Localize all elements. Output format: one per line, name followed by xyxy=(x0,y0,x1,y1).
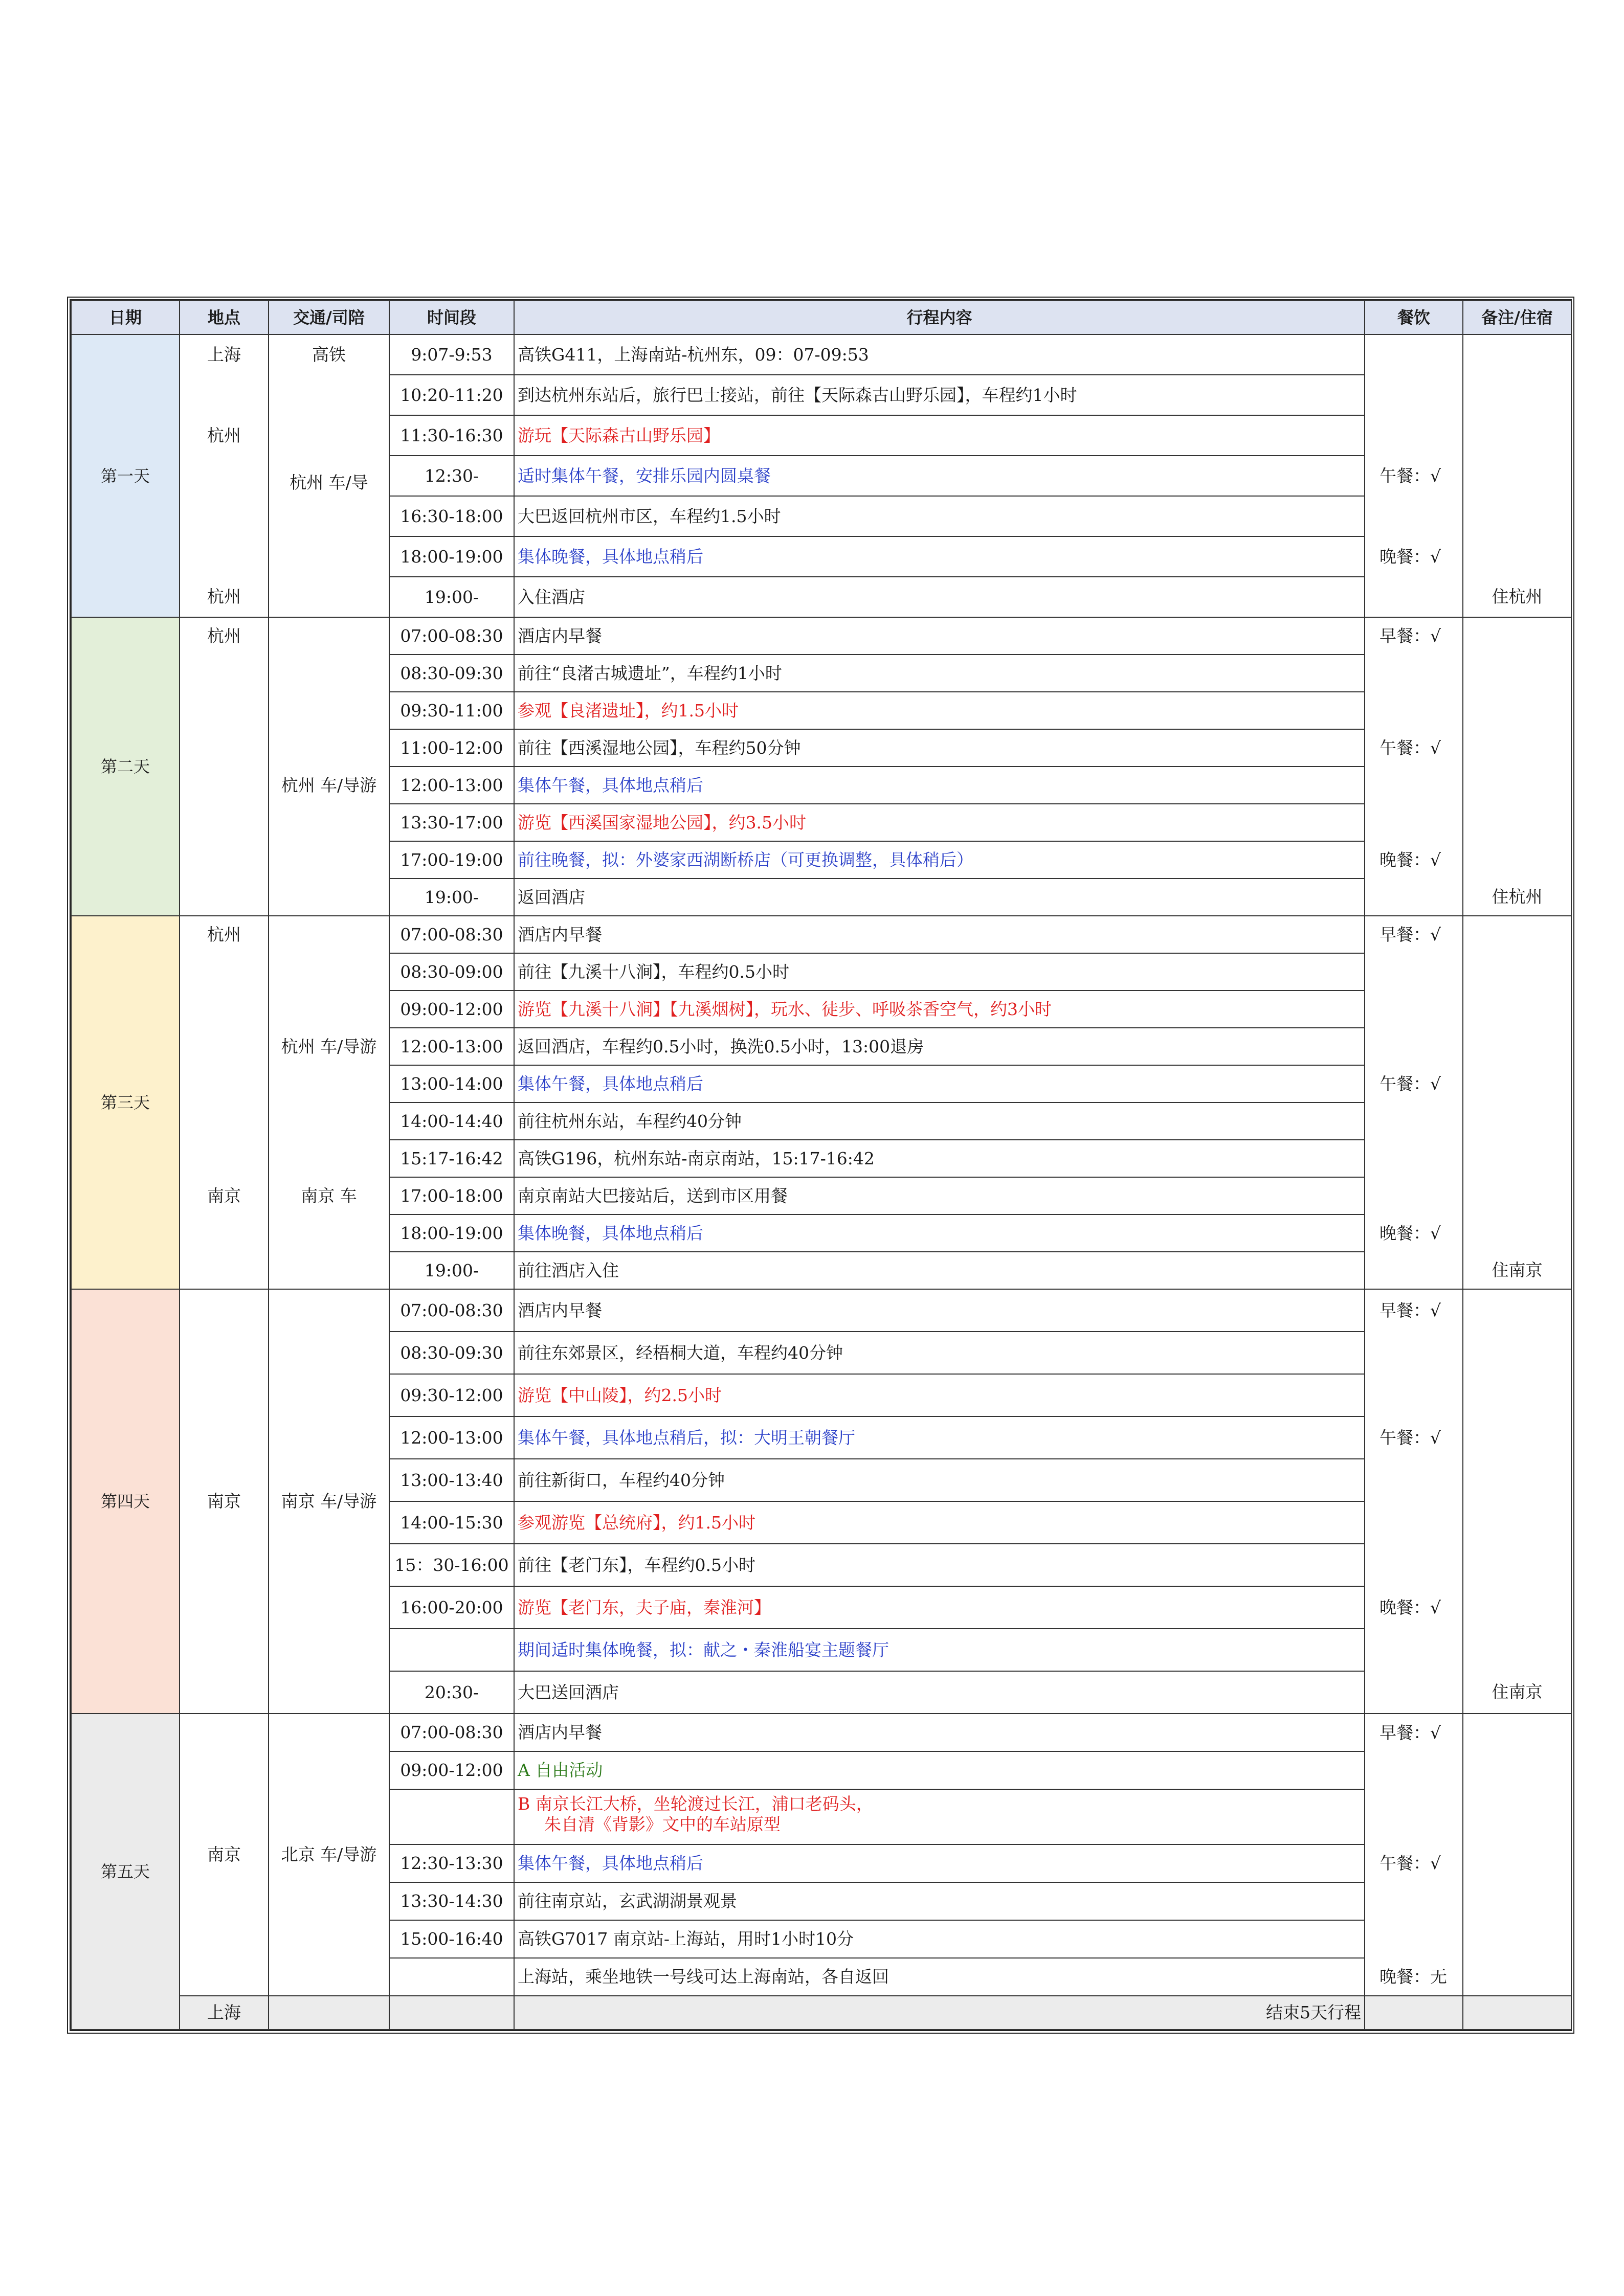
meal-cell xyxy=(1365,655,1463,692)
time-cell: 16:00-20:00 xyxy=(389,1586,514,1629)
place-cell xyxy=(180,1252,269,1289)
place-cell xyxy=(180,1065,269,1102)
header-time: 时间段 xyxy=(389,301,514,334)
time-cell: 11:00-12:00 xyxy=(389,729,514,767)
place-cell: 南京 xyxy=(180,1289,269,1714)
table-row xyxy=(71,1140,1571,1177)
note-cell xyxy=(1463,1629,1571,1671)
time-cell: 07:00-08:30 xyxy=(389,1289,514,1332)
meal-cell: 午餐：√ xyxy=(1365,456,1463,496)
content-cell: 集体午餐，具体地点稍后，拟：大明王朝餐厅 xyxy=(514,1416,1365,1459)
place-cell: 南京 xyxy=(180,1714,269,1996)
meal-cell xyxy=(1365,879,1463,916)
time-cell: 17:00-18:00 xyxy=(389,1177,514,1214)
transport-cell: 北京 车/导游 xyxy=(269,1714,389,1996)
meal-cell xyxy=(1365,1629,1463,1671)
time-cell xyxy=(389,1789,514,1844)
meal-cell xyxy=(1365,1671,1463,1714)
table-row xyxy=(71,577,1571,617)
note-cell xyxy=(1463,1332,1571,1374)
itinerary-table xyxy=(71,300,1572,2030)
meal-cell xyxy=(1365,953,1463,991)
place-cell xyxy=(180,767,269,804)
note-cell xyxy=(1463,1958,1571,1996)
place-cell xyxy=(180,879,269,916)
content-cell: 适时集体午餐，安排乐园内圆桌餐 xyxy=(514,456,1365,496)
note-cell xyxy=(1463,1065,1571,1102)
note-cell: 住杭州 xyxy=(1463,577,1571,617)
time-cell: 15：30-16:00 xyxy=(389,1544,514,1586)
meal-cell xyxy=(1365,1177,1463,1214)
time-cell: 07:00-08:30 xyxy=(389,1714,514,1751)
note-cell xyxy=(1463,1920,1571,1958)
table-row xyxy=(71,767,1571,804)
content-cell: 酒店内早餐 xyxy=(514,1714,1365,1751)
time-cell: 20:30- xyxy=(389,1671,514,1714)
place-cell: 杭州 xyxy=(180,415,269,456)
time-cell: 15:17-16:42 xyxy=(389,1140,514,1177)
time-cell: 14:00-14:40 xyxy=(389,1102,514,1140)
note-cell xyxy=(1463,655,1571,692)
note-cell xyxy=(1463,767,1571,804)
header-place: 地点 xyxy=(180,301,269,334)
note-cell xyxy=(1463,1102,1571,1140)
table-row xyxy=(71,375,1571,415)
time-cell: 19:00- xyxy=(389,577,514,617)
meal-cell xyxy=(1365,1789,1463,1844)
content-cell: 前往南京站，玄武湖湖景观景 xyxy=(514,1882,1365,1920)
table-row-end xyxy=(71,1996,1571,2030)
meal-cell xyxy=(1365,496,1463,536)
transport-cell xyxy=(269,1140,389,1177)
time-cell: 16:30-18:00 xyxy=(389,496,514,536)
time-cell xyxy=(389,1958,514,1996)
content-cell: 游览【九溪十八涧】【九溪烟树】，玩水、徒步、呼吸茶香空气，约3小时 xyxy=(514,991,1365,1028)
table-row xyxy=(71,655,1571,692)
content-cell: 前往酒店入住 xyxy=(514,1252,1365,1289)
transport-cell xyxy=(269,1252,389,1289)
meal-cell xyxy=(1365,1102,1463,1140)
place-cell: 上海 xyxy=(180,334,269,375)
note-cell xyxy=(1463,334,1571,375)
meal-cell xyxy=(1365,692,1463,729)
day-label: 第二天 xyxy=(71,617,180,916)
table-row xyxy=(71,953,1571,991)
time-cell: 08:30-09:30 xyxy=(389,1332,514,1374)
note-cell xyxy=(1463,1996,1571,2030)
transport-cell xyxy=(269,916,389,953)
place-cell xyxy=(180,1140,269,1177)
note-cell xyxy=(1463,496,1571,536)
time-cell: 07:00-08:30 xyxy=(389,916,514,953)
table-row xyxy=(71,879,1571,916)
table-row xyxy=(71,841,1571,879)
note-cell xyxy=(1463,1374,1571,1416)
time-cell: 13:30-14:30 xyxy=(389,1882,514,1920)
time-cell: 09:00-12:00 xyxy=(389,991,514,1028)
content-cell: 大巴送回酒店 xyxy=(514,1671,1365,1714)
transport-cell xyxy=(269,1214,389,1252)
content-cell: 参观【良渚遗址】，约1.5小时 xyxy=(514,692,1365,729)
table-row xyxy=(71,496,1571,536)
time-cell: 07:00-08:30 xyxy=(389,617,514,655)
content-cell: 前往【九溪十八涧】，车程约0.5小时 xyxy=(514,953,1365,991)
note-cell xyxy=(1463,991,1571,1028)
note-cell xyxy=(1463,841,1571,879)
note-cell xyxy=(1463,1214,1571,1252)
place-cell xyxy=(180,536,269,577)
meal-cell xyxy=(1365,767,1463,804)
time-cell: 08:30-09:00 xyxy=(389,953,514,991)
transport-cell xyxy=(269,1102,389,1140)
table-row xyxy=(71,1065,1571,1102)
meal-cell xyxy=(1365,1544,1463,1586)
content-cell: 酒店内早餐 xyxy=(514,617,1365,655)
meal-cell xyxy=(1365,1459,1463,1501)
time-cell: 12:00-13:00 xyxy=(389,1028,514,1065)
content-line-1: B 南京长江大桥，坐轮渡过长江，浦口老码头， xyxy=(518,1794,873,1814)
place-cell: 上海 xyxy=(180,1996,269,2030)
meal-cell xyxy=(1365,1028,1463,1065)
meal-cell xyxy=(1365,375,1463,415)
note-cell xyxy=(1463,1882,1571,1920)
note-cell xyxy=(1463,692,1571,729)
transport-cell xyxy=(269,1996,389,2030)
content-cell: 到达杭州东站后，旅行巴士接站，前往【天际森古山野乐园】，车程约1小时 xyxy=(514,375,1365,415)
note-cell xyxy=(1463,415,1571,456)
meal-cell xyxy=(1365,577,1463,617)
content-cell: 前往东郊景区，经梧桐大道，车程约40分钟 xyxy=(514,1332,1365,1374)
meal-cell xyxy=(1365,1332,1463,1374)
content-cell: 游览【西溪国家湿地公园】，约3.5小时 xyxy=(514,804,1365,841)
meal-cell xyxy=(1365,991,1463,1028)
note-cell xyxy=(1463,1586,1571,1629)
note-cell xyxy=(1463,729,1571,767)
time-cell: 13:00-14:00 xyxy=(389,1065,514,1102)
content-cell: 酒店内早餐 xyxy=(514,916,1365,953)
time-cell: 18:00-19:00 xyxy=(389,536,514,577)
meal-cell xyxy=(1365,804,1463,841)
place-cell xyxy=(180,496,269,536)
transport-cell xyxy=(269,536,389,577)
time-cell: 19:00- xyxy=(389,879,514,916)
meal-cell xyxy=(1365,415,1463,456)
transport-cell xyxy=(269,375,389,415)
meal-cell xyxy=(1365,1252,1463,1289)
transport-cell xyxy=(269,953,389,991)
table-row xyxy=(71,334,1571,375)
content-cell: 游览【老门东，夫子庙，秦淮河】 xyxy=(514,1586,1365,1629)
transport-cell: 杭州 车/导游 xyxy=(269,767,389,804)
transport-cell xyxy=(269,655,389,692)
header-row xyxy=(71,301,1571,334)
content-cell: 酒店内早餐 xyxy=(514,1289,1365,1332)
table-row xyxy=(71,1289,1571,1332)
content-cell: 前往【老门东】，车程约0.5小时 xyxy=(514,1544,1365,1586)
content-cell: 集体午餐，具体地点稍后 xyxy=(514,1844,1365,1882)
transport-cell xyxy=(269,415,389,456)
content-cell: 入住酒店 xyxy=(514,577,1365,617)
time-cell: 18:00-19:00 xyxy=(389,1214,514,1252)
time-cell: 12:30- xyxy=(389,456,514,496)
note-cell xyxy=(1463,953,1571,991)
transport-cell xyxy=(269,729,389,767)
note-cell xyxy=(1463,1459,1571,1501)
place-cell xyxy=(180,655,269,692)
content-cell: 高铁G196，杭州东站-南京南站，15:17-16:42 xyxy=(514,1140,1365,1177)
table-row xyxy=(71,456,1571,496)
transport-cell xyxy=(269,577,389,617)
table-row xyxy=(71,1252,1571,1289)
transport-cell xyxy=(269,617,389,655)
meal-cell: 早餐：√ xyxy=(1365,1714,1463,1751)
meal-cell xyxy=(1365,1374,1463,1416)
note-cell xyxy=(1463,1416,1571,1459)
meal-cell: 晚餐：无 xyxy=(1365,1958,1463,1996)
place-cell xyxy=(180,804,269,841)
time-cell: 09:30-11:00 xyxy=(389,692,514,729)
content-cell: 前往晚餐，拟：外婆家西湖断桥店（可更换调整，具体稍后） xyxy=(514,841,1365,879)
meal-cell: 晚餐：√ xyxy=(1365,536,1463,577)
content-cell: 前往杭州东站，车程约40分钟 xyxy=(514,1102,1365,1140)
meal-cell: 午餐：√ xyxy=(1365,1416,1463,1459)
time-cell: 17:00-19:00 xyxy=(389,841,514,879)
content-cell: 高铁G411，上海南站-杭州东，09：07-09:53 xyxy=(514,334,1365,375)
time-cell: 11:30-16:30 xyxy=(389,415,514,456)
content-cell: 集体午餐，具体地点稍后 xyxy=(514,1065,1365,1102)
place-cell: 杭州 xyxy=(180,577,269,617)
table-row xyxy=(71,1714,1571,1751)
day-label: 第五天 xyxy=(71,1714,180,2030)
day-label: 第四天 xyxy=(71,1289,180,1714)
table-row xyxy=(71,1177,1571,1214)
note-cell: 住杭州 xyxy=(1463,879,1571,916)
place-cell xyxy=(180,841,269,879)
transport-cell xyxy=(269,692,389,729)
note-cell xyxy=(1463,1789,1571,1844)
content-cell: 前往新街口，车程约40分钟 xyxy=(514,1459,1365,1501)
note-cell xyxy=(1463,1751,1571,1789)
content-cell: 期间适时集体晚餐，拟：献之・秦淮船宴主题餐厅 xyxy=(514,1629,1365,1671)
table-row xyxy=(71,536,1571,577)
transport-cell xyxy=(269,841,389,879)
content-cell: 参观游览【总统府】，约1.5小时 xyxy=(514,1501,1365,1544)
note-cell xyxy=(1463,1289,1571,1332)
note-cell xyxy=(1463,916,1571,953)
place-cell xyxy=(180,953,269,991)
time-cell: 13:30-17:00 xyxy=(389,804,514,841)
note-cell xyxy=(1463,536,1571,577)
header-date: 日期 xyxy=(71,301,180,334)
note-cell xyxy=(1463,1714,1571,1751)
table-row xyxy=(71,804,1571,841)
place-cell xyxy=(180,1102,269,1140)
transport-cell xyxy=(269,804,389,841)
content-cell: 前往【西溪湿地公园】，车程约50分钟 xyxy=(514,729,1365,767)
meal-cell: 午餐：√ xyxy=(1365,729,1463,767)
content-cell: 大巴返回杭州市区，车程约1.5小时 xyxy=(514,496,1365,536)
content-cell xyxy=(514,1789,1365,1844)
note-cell: 住南京 xyxy=(1463,1252,1571,1289)
time-cell: 09:00-12:00 xyxy=(389,1751,514,1789)
meal-cell xyxy=(1365,1751,1463,1789)
place-cell xyxy=(180,1214,269,1252)
meal-cell: 晚餐：√ xyxy=(1365,1586,1463,1629)
place-cell xyxy=(180,692,269,729)
time-cell xyxy=(389,1629,514,1671)
meal-cell xyxy=(1365,1501,1463,1544)
meal-cell xyxy=(1365,1882,1463,1920)
meal-cell: 早餐：√ xyxy=(1365,617,1463,655)
note-cell xyxy=(1463,617,1571,655)
place-cell xyxy=(180,729,269,767)
place-cell: 杭州 xyxy=(180,916,269,953)
table-row xyxy=(71,617,1571,655)
transport-cell xyxy=(269,879,389,916)
place-cell xyxy=(180,991,269,1028)
transport-cell: 南京 车/导游 xyxy=(269,1289,389,1714)
time-cell: 10:20-11:20 xyxy=(389,375,514,415)
content-cell: 前往“良渚古城遗址”，车程约1小时 xyxy=(514,655,1365,692)
place-cell xyxy=(180,1028,269,1065)
place-cell xyxy=(180,375,269,415)
meal-cell xyxy=(1365,334,1463,375)
transport-cell: 高铁 xyxy=(269,334,389,375)
meal-cell: 午餐：√ xyxy=(1365,1065,1463,1102)
note-cell: 住南京 xyxy=(1463,1671,1571,1714)
time-cell: 12:30-13:30 xyxy=(389,1844,514,1882)
table-row xyxy=(71,415,1571,456)
header-meal: 餐饮 xyxy=(1365,301,1463,334)
meal-cell xyxy=(1365,1996,1463,2030)
meal-cell: 早餐：√ xyxy=(1365,916,1463,953)
note-cell xyxy=(1463,1177,1571,1214)
meal-cell: 早餐：√ xyxy=(1365,1289,1463,1332)
note-cell xyxy=(1463,1028,1571,1065)
content-cell: 返回酒店，车程约0.5小时，换洗0.5小时，13:00退房 xyxy=(514,1028,1365,1065)
content-cell: 集体晚餐，具体地点稍后 xyxy=(514,536,1365,577)
meal-cell: 晚餐：√ xyxy=(1365,841,1463,879)
transport-cell: 杭州 车/导 xyxy=(269,456,389,496)
note-cell xyxy=(1463,1844,1571,1882)
content-cell: A 自由活动 xyxy=(514,1751,1365,1789)
transport-cell xyxy=(269,1065,389,1102)
content-cell: 返回酒店 xyxy=(514,879,1365,916)
content-cell: 高铁G7017 南京站-上海站，用时1小时10分 xyxy=(514,1920,1365,1958)
note-cell xyxy=(1463,1544,1571,1586)
place-cell: 杭州 xyxy=(180,617,269,655)
meal-cell: 午餐：√ xyxy=(1365,1844,1463,1882)
day-label: 第一天 xyxy=(71,334,180,617)
time-cell: 19:00- xyxy=(389,1252,514,1289)
end-note: 结束5天行程 xyxy=(514,1996,1365,2030)
time-cell: 08:30-09:30 xyxy=(389,655,514,692)
meal-cell xyxy=(1365,1140,1463,1177)
content-line-2: 朱自清《背影》文中的车站原型 xyxy=(544,1814,781,1834)
transport-cell xyxy=(269,496,389,536)
table-row xyxy=(71,991,1571,1028)
content-cell: 游玩【天际森古山野乐园】 xyxy=(514,415,1365,456)
time-cell: 12:00-13:00 xyxy=(389,767,514,804)
header-transport: 交通/司陪 xyxy=(269,301,389,334)
header-content: 行程内容 xyxy=(514,301,1365,334)
note-cell xyxy=(1463,804,1571,841)
time-cell: 09:30-12:00 xyxy=(389,1374,514,1416)
table-row xyxy=(71,1028,1571,1065)
table-row xyxy=(71,692,1571,729)
time-cell xyxy=(389,1996,514,2030)
transport-cell: 南京 车 xyxy=(269,1177,389,1214)
table-row xyxy=(71,1102,1571,1140)
note-cell xyxy=(1463,375,1571,415)
time-cell: 12:00-13:00 xyxy=(389,1416,514,1459)
itinerary-sheet xyxy=(67,297,1574,2034)
time-cell: 14:00-15:30 xyxy=(389,1501,514,1544)
place-cell: 南京 xyxy=(180,1177,269,1214)
table-row xyxy=(71,1214,1571,1252)
content-cell: 上海站，乘坐地铁一号线可达上海南站，各自返回 xyxy=(514,1958,1365,1996)
note-cell xyxy=(1463,456,1571,496)
transport-cell: 杭州 车/导游 xyxy=(269,1028,389,1065)
time-cell: 15:00-16:40 xyxy=(389,1920,514,1958)
content-cell: 南京南站大巴接站后，送到市区用餐 xyxy=(514,1177,1365,1214)
note-cell xyxy=(1463,1140,1571,1177)
content-cell: 游览【中山陵】，约2.5小时 xyxy=(514,1374,1365,1416)
meal-cell: 晚餐：√ xyxy=(1365,1214,1463,1252)
note-cell xyxy=(1463,1501,1571,1544)
transport-cell xyxy=(269,991,389,1028)
place-cell xyxy=(180,456,269,496)
content-cell: 集体午餐，具体地点稍后 xyxy=(514,767,1365,804)
day-label: 第三天 xyxy=(71,916,180,1289)
table-row xyxy=(71,729,1571,767)
header-note: 备注/住宿 xyxy=(1463,301,1571,334)
time-cell: 13:00-13:40 xyxy=(389,1459,514,1501)
table-row xyxy=(71,916,1571,953)
time-cell: 9:07-9:53 xyxy=(389,334,514,375)
meal-cell xyxy=(1365,1920,1463,1958)
content-cell: 集体晚餐，具体地点稍后 xyxy=(514,1214,1365,1252)
